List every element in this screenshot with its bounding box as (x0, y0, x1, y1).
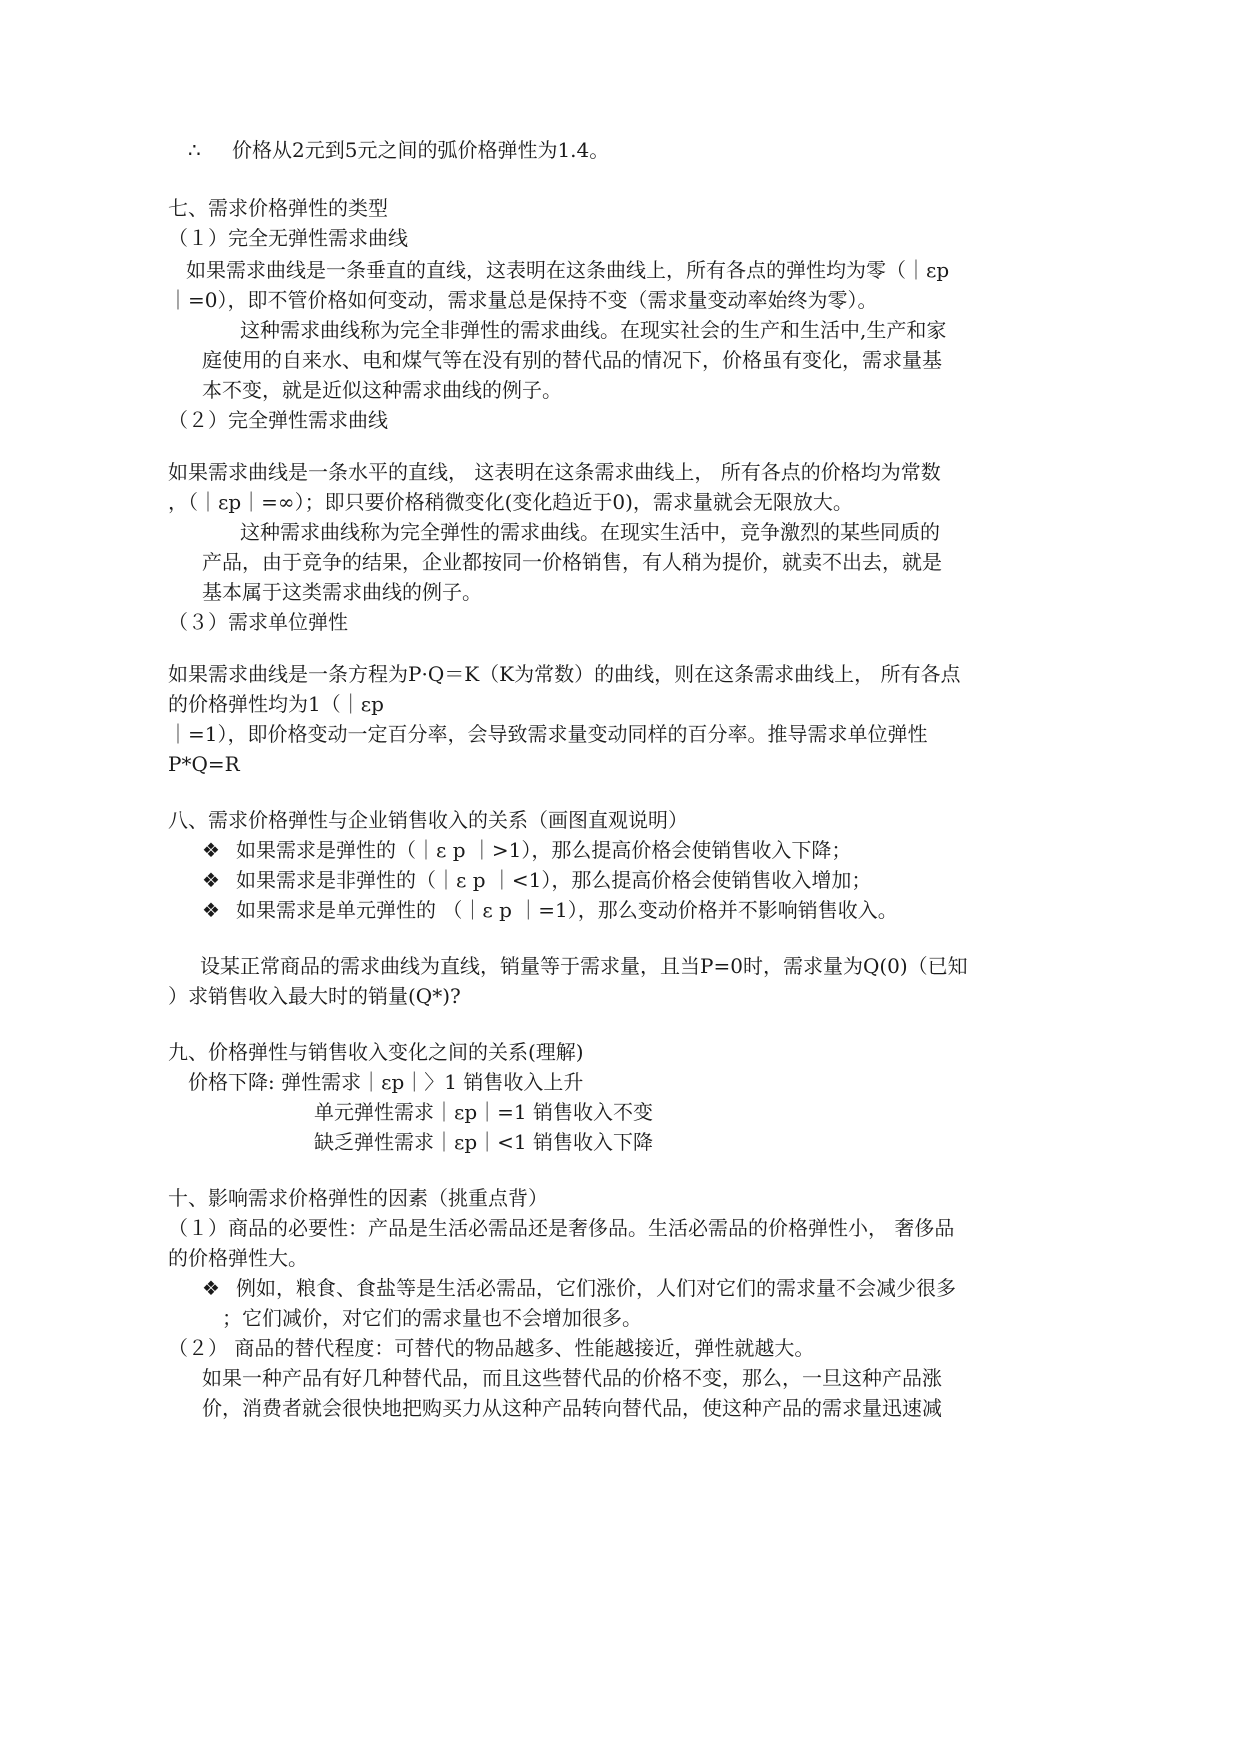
relation-line: 缺乏弹性需求｜εp｜<1 销售收入下降 (314, 1130, 654, 1154)
paragraph-line: ，（｜εp｜=∞）；即只要价格稍微变化(变化趋近于0)，需求量就会无限放大。 (168, 490, 853, 514)
four-diamond-bullet-icon: ❖ (202, 838, 220, 862)
paragraph-line: 本不变，就是近似这种需求曲线的例子。 (202, 378, 562, 402)
section-7-heading: 七、需求价格弹性的类型 (168, 196, 388, 220)
arc-elasticity-result: 价格从2元到5元之间的弧价格弹性为1.4。 (232, 138, 610, 162)
relation-line: 价格下降: 弹性需求｜εp｜〉1 销售收入上升 (188, 1070, 584, 1094)
bullet-text: 如果需求是单元弹性的 （｜ε p ｜=1），那么变动价格并不影响销售收入。 (236, 898, 898, 922)
four-diamond-bullet-icon: ❖ (202, 868, 220, 892)
section-8-heading: 八、需求价格弹性与企业销售收入的关系（画图直观说明） (168, 808, 688, 832)
bullet-text: 例如，粮食、食盐等是生活必需品，它们涨价，人们对它们的需求量不会减少很多 (236, 1276, 956, 1300)
subsection-7-2-heading: （２）完全弹性需求曲线 (168, 408, 388, 432)
problem-line: ）求销售收入最大时的销量(Q*)? (168, 984, 461, 1008)
four-diamond-bullet-icon: ❖ (202, 1276, 220, 1300)
bullet-text: ；它们减价，对它们的需求量也不会增加很多。 (222, 1306, 642, 1330)
paragraph-line: 庭使用的自来水、电和煤气等在没有别的替代品的情况下，价格虽有变化，需求量基 (202, 348, 942, 372)
paragraph-line: ｜=0），即不管价格如何变动，需求量总是保持不变（需求量变动率始终为零）。 (168, 288, 878, 312)
paragraph-line: 价，消费者就会很快地把购买力从这种产品转向替代品，使这种产品的需求量迅速减 (202, 1396, 942, 1420)
paragraph-line: 如果需求曲线是一条垂直的直线，这表明在这条曲线上，所有各点的弹性均为零（｜εp (186, 258, 950, 282)
paragraph-line: （１）商品的必要性：产品是生活必需品还是奢侈品。生活必需品的价格弹性小， 奢侈品 (168, 1216, 955, 1240)
four-diamond-bullet-icon: ❖ (202, 898, 220, 922)
paragraph-line: 基本属于这类需求曲线的例子。 (202, 580, 482, 604)
section-10-heading: 十、影响需求价格弹性的因素（挑重点背） (168, 1186, 548, 1210)
paragraph-line: 产品，由于竞争的结果，企业都按同一价格销售，有人稍为提价，就卖不出去，就是 (202, 550, 942, 574)
therefore-symbol: ∴ (188, 138, 201, 162)
paragraph-line: 如果需求曲线是一条水平的直线， 这表明在这条需求曲线上， 所有各点的价格均为常数 (168, 460, 941, 484)
paragraph-line: 的价格弹性均为1（｜εp (168, 692, 384, 716)
paragraph-line: ｜=1），即价格变动一定百分率，会导致需求量变动同样的百分率。推导需求单位弹性 (168, 722, 928, 746)
paragraph-line: 如果需求曲线是一条方程为P·Q＝K（K为常数）的曲线，则在这条需求曲线上， 所有各点 (168, 662, 961, 686)
bullet-text: 如果需求是非弹性的（｜ε p ｜<1），那么提高价格会使销售收入增加； (236, 868, 872, 892)
problem-line: 设某正常商品的需求曲线为直线，销量等于需求量，且当P=0时，需求量为Q(0)（已知 (200, 954, 968, 978)
subsection-7-3-heading: （３）需求单位弹性 (168, 610, 348, 634)
relation-line: 单元弹性需求｜εp｜=1 销售收入不变 (314, 1100, 654, 1124)
subsection-10-2-heading: （２） 商品的替代程度：可替代的物品越多、性能越接近，弹性就越大。 (168, 1336, 815, 1360)
subsection-7-1-heading: （１）完全无弹性需求曲线 (168, 226, 408, 250)
paragraph-line: 这种需求曲线称为完全弹性的需求曲线。在现实生活中，竞争激烈的某些同质的 (240, 520, 940, 544)
paragraph-line: 如果一种产品有好几种替代品，而且这些替代品的价格不变，那么，一旦这种产品涨 (202, 1366, 942, 1390)
paragraph-line: 的价格弹性大。 (168, 1246, 308, 1270)
bullet-text: 如果需求是弹性的（｜ε p ｜>1），那么提高价格会使销售收入下降； (236, 838, 852, 862)
paragraph-line: 这种需求曲线称为完全非弹性的需求曲线。在现实社会的生产和生活中,生产和家 (240, 318, 947, 342)
section-9-heading: 九、价格弹性与销售收入变化之间的关系(理解) (168, 1040, 584, 1064)
formula-line: P*Q=R (168, 752, 240, 776)
